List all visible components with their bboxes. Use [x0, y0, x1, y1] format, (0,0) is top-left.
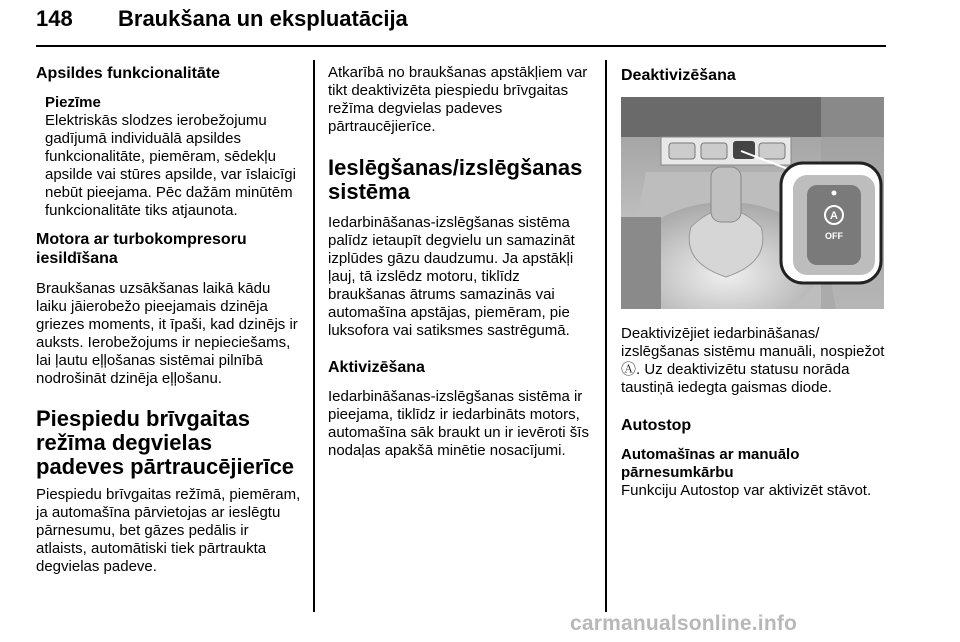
column-divider-2 [605, 60, 607, 612]
paragraph-fuel-cutoff-cont: Atkarībā no braukšanas apstākļiem var tikt deaktivizēta piespiedu brīvgaitas režīma degvielas padeves pārtraucējierīce. [328, 64, 588, 135]
header-rule [36, 45, 886, 47]
section-heading-turbo: Motora ar turbokompresoru iesildīšana [36, 231, 247, 267]
note-title: Piezīme [45, 94, 101, 111]
column-divider-1 [313, 60, 315, 612]
page-header [36, 6, 886, 46]
section-heading-fuel-cutoff: Piespiedu brīvgaitas režīma degvielas padeves pārtraucējierīce [36, 406, 295, 479]
note-text: Elektriskās slodzes ierobežojumu gadījumā individuālā apsildes funkcionalitāte, piemēram, sēdekļu apsilde vai stūres apsilde, var īslaicīgi nebūt pieejama. Pēc dažām minūtēm funkcionalitāte tiks atjaunota. [45, 112, 296, 219]
paragraph-stop-start: Iedarbināšanas-izslēgšanas sistēma palīdz ietaupīt degvielu un samazināt izplūdes gāzu daudzumu. Ja apstākļi ļauj, tā izslēdz motoru, tiklīdz braukšanas ātrums samazinās vai automašīna apstājas, piemēram, pie luksofora vai satiksmes sastrēgumā. [328, 214, 575, 339]
paragraph-turbo: Braukšanas uzsākšanas laikā kādu laiku jāierobežo pieejamais dzinēja griezes moments, it īpaši, kad dzinējs ir auksts. Ierobežojums ir nepieciešams, lai ļautu eļļošanas sistēmai pilnībā nodrošināt dzinēja eļļošanu. [36, 280, 298, 387]
off-button-label: OFF [825, 231, 843, 241]
console-drawing [621, 97, 884, 309]
subheading-manual-gearbox: Automašīnas ar manuālo pārnesumkārbu [621, 446, 800, 481]
column-2 [328, 64, 596, 460]
svg-text:A: A [830, 210, 838, 222]
paragraph-autostop: Funkciju Autostop var aktivizēt stāvot. [621, 482, 872, 499]
column-3 [621, 64, 887, 500]
column-1 [36, 64, 302, 576]
paragraph-deactivation: Deaktivizējiet iedarbināšanas/ izslēgšanas sistēmu manuāli, nospiežot Ⓐ. Uz deaktivizētu statusu norāda taustiņā iedegta gaismas diode. [621, 325, 885, 396]
section-heading-stop-start: Ieslēgšanas/izslēgšanas sistēma [328, 155, 583, 204]
paragraph-activation: Iedarbināšanas-izslēgšanas sistēma ir pieejama, tiklīdz ir iedarbināts motors, automašīna sāk braukt un ir ievēroti šīs nodaļas apakšā minētie nosacījumi. [328, 388, 589, 459]
chapter-title: Braukšana un ekspluatācija [118, 6, 408, 31]
section-heading-activation: Aktivizēšana [328, 359, 425, 376]
page-number: 148 [36, 6, 73, 31]
watermark: carmanualsonline.info [570, 612, 798, 635]
section-heading-deactivation: Deaktivizēšana [621, 67, 736, 84]
note-box [45, 94, 302, 220]
section-heading-heating: Apsildes funkcionalitāte [36, 65, 221, 82]
paragraph-fuel-cutoff: Piespiedu brīvgaitas režīmā, piemēram, ja automašīna pārvietojas ar ieslēgtu pārnesumu, bet gāzes pedālis ir atlaists, automātiski tiek pārtraukta degvielas padeve. [36, 486, 301, 575]
section-heading-autostop: Autostop [621, 417, 692, 434]
console-illustration [621, 97, 884, 309]
